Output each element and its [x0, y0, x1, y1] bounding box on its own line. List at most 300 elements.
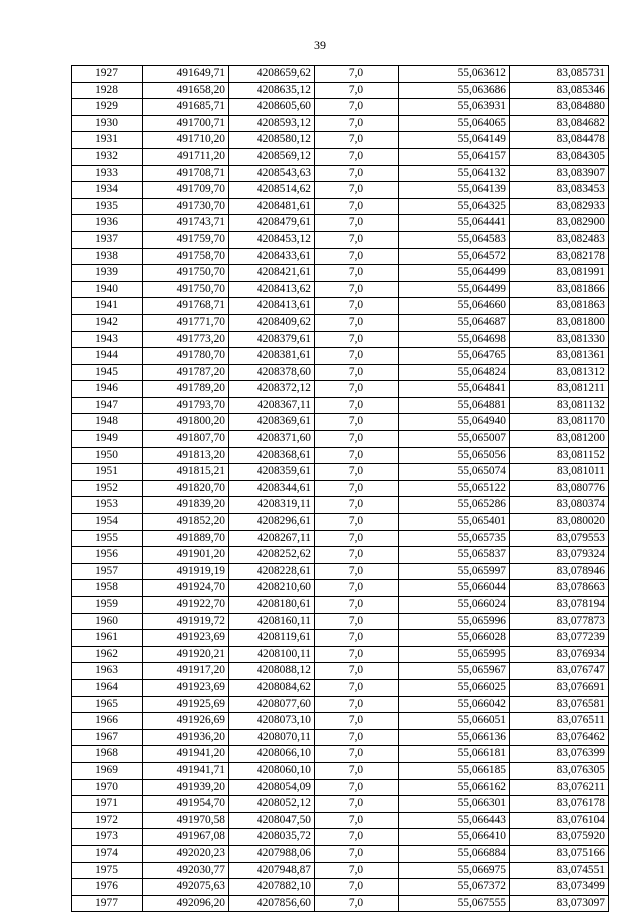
longitude-cell: 83,081361 [510, 348, 609, 365]
longitude-cell: 83,076511 [510, 713, 609, 730]
longitude-cell: 83,082900 [510, 215, 609, 232]
x-coordinate-cell: 491710,20 [143, 132, 229, 149]
y-coordinate-cell: 4208180,61 [229, 597, 315, 614]
accuracy-cell: 7,0 [315, 447, 399, 464]
x-coordinate-cell: 491685,71 [143, 99, 229, 116]
latitude-cell: 55,064149 [399, 132, 510, 149]
x-coordinate-cell: 491919,72 [143, 613, 229, 630]
accuracy-cell: 7,0 [315, 497, 399, 514]
accuracy-cell: 7,0 [315, 514, 399, 531]
x-coordinate-cell: 492075,63 [143, 879, 229, 896]
accuracy-cell: 7,0 [315, 66, 399, 83]
point-number-cell: 1974 [72, 845, 143, 862]
accuracy-cell: 7,0 [315, 845, 399, 862]
latitude-cell: 55,066185 [399, 762, 510, 779]
latitude-cell: 55,065401 [399, 514, 510, 531]
latitude-cell: 55,064325 [399, 198, 510, 215]
point-number-cell: 1966 [72, 713, 143, 730]
accuracy-cell: 7,0 [315, 231, 399, 248]
point-number-cell: 1939 [72, 265, 143, 282]
longitude-cell: 83,082483 [510, 231, 609, 248]
latitude-cell: 55,064881 [399, 397, 510, 414]
longitude-cell: 83,081866 [510, 281, 609, 298]
accuracy-cell: 7,0 [315, 115, 399, 132]
accuracy-cell: 7,0 [315, 480, 399, 497]
longitude-cell: 83,081200 [510, 431, 609, 448]
x-coordinate-cell: 492030,77 [143, 862, 229, 879]
x-coordinate-cell: 491924,70 [143, 580, 229, 597]
latitude-cell: 55,064139 [399, 182, 510, 199]
latitude-cell: 55,064765 [399, 348, 510, 365]
x-coordinate-cell: 491658,20 [143, 82, 229, 99]
x-coordinate-cell: 491709,70 [143, 182, 229, 199]
point-number-cell: 1977 [72, 895, 143, 912]
y-coordinate-cell: 4208378,60 [229, 364, 315, 381]
point-number-cell: 1949 [72, 431, 143, 448]
longitude-cell: 83,084305 [510, 148, 609, 165]
longitude-cell: 83,077239 [510, 630, 609, 647]
point-number-cell: 1927 [72, 66, 143, 83]
longitude-cell: 83,076747 [510, 663, 609, 680]
table-row [72, 696, 609, 713]
point-number-cell: 1970 [72, 779, 143, 796]
latitude-cell: 55,066181 [399, 746, 510, 763]
x-coordinate-cell: 491711,20 [143, 148, 229, 165]
accuracy-cell: 7,0 [315, 348, 399, 365]
point-number-cell: 1934 [72, 182, 143, 199]
point-number-cell: 1932 [72, 148, 143, 165]
x-coordinate-cell: 491708,71 [143, 165, 229, 182]
x-coordinate-cell: 491852,20 [143, 514, 229, 531]
x-coordinate-cell: 491789,20 [143, 381, 229, 398]
table-row [72, 198, 609, 215]
y-coordinate-cell: 4207882,10 [229, 879, 315, 896]
x-coordinate-cell: 491936,20 [143, 729, 229, 746]
x-coordinate-cell: 492096,20 [143, 895, 229, 912]
longitude-cell: 83,083453 [510, 182, 609, 199]
table-row [72, 762, 609, 779]
y-coordinate-cell: 4208073,10 [229, 713, 315, 730]
table-row [72, 796, 609, 813]
point-number-cell: 1962 [72, 646, 143, 663]
table-row [72, 530, 609, 547]
point-number-cell: 1944 [72, 348, 143, 365]
y-coordinate-cell: 4208267,11 [229, 530, 315, 547]
accuracy-cell: 7,0 [315, 530, 399, 547]
table-row [72, 215, 609, 232]
y-coordinate-cell: 4208359,61 [229, 464, 315, 481]
latitude-cell: 55,065735 [399, 530, 510, 547]
point-number-cell: 1937 [72, 231, 143, 248]
latitude-cell: 55,063931 [399, 99, 510, 116]
x-coordinate-cell: 491967,08 [143, 829, 229, 846]
latitude-cell: 55,067372 [399, 879, 510, 896]
latitude-cell: 55,064841 [399, 381, 510, 398]
y-coordinate-cell: 4208060,10 [229, 762, 315, 779]
x-coordinate-cell: 491743,71 [143, 215, 229, 232]
longitude-cell: 83,079324 [510, 547, 609, 564]
y-coordinate-cell: 4208369,61 [229, 414, 315, 431]
latitude-cell: 55,064660 [399, 298, 510, 315]
table-row [72, 829, 609, 846]
y-coordinate-cell: 4208367,11 [229, 397, 315, 414]
accuracy-cell: 7,0 [315, 248, 399, 265]
y-coordinate-cell: 4208605,60 [229, 99, 315, 116]
longitude-cell: 83,082933 [510, 198, 609, 215]
longitude-cell: 83,073499 [510, 879, 609, 896]
accuracy-cell: 7,0 [315, 779, 399, 796]
longitude-cell: 83,076934 [510, 646, 609, 663]
point-number-cell: 1943 [72, 331, 143, 348]
latitude-cell: 55,064824 [399, 364, 510, 381]
accuracy-cell: 7,0 [315, 762, 399, 779]
table-row [72, 165, 609, 182]
latitude-cell: 55,064157 [399, 148, 510, 165]
y-coordinate-cell: 4208252,62 [229, 547, 315, 564]
y-coordinate-cell: 4208433,61 [229, 248, 315, 265]
table-row [72, 314, 609, 331]
latitude-cell: 55,066042 [399, 696, 510, 713]
latitude-cell: 55,065074 [399, 464, 510, 481]
longitude-cell: 83,075920 [510, 829, 609, 846]
y-coordinate-cell: 4208514,62 [229, 182, 315, 199]
y-coordinate-cell: 4208379,61 [229, 331, 315, 348]
table-row [72, 480, 609, 497]
accuracy-cell: 7,0 [315, 298, 399, 315]
x-coordinate-cell: 491750,70 [143, 281, 229, 298]
accuracy-cell: 7,0 [315, 696, 399, 713]
x-coordinate-cell: 491820,70 [143, 480, 229, 497]
table-row [72, 497, 609, 514]
table-row [72, 248, 609, 265]
longitude-cell: 83,081152 [510, 447, 609, 464]
y-coordinate-cell: 4208481,61 [229, 198, 315, 215]
accuracy-cell: 7,0 [315, 281, 399, 298]
x-coordinate-cell: 491780,70 [143, 348, 229, 365]
y-coordinate-cell: 4208077,60 [229, 696, 315, 713]
latitude-cell: 55,065122 [399, 480, 510, 497]
accuracy-cell: 7,0 [315, 646, 399, 663]
longitude-cell: 83,076691 [510, 679, 609, 696]
x-coordinate-cell: 491813,20 [143, 447, 229, 464]
longitude-cell: 83,085346 [510, 82, 609, 99]
point-number-cell: 1945 [72, 364, 143, 381]
longitude-cell: 83,080374 [510, 497, 609, 514]
y-coordinate-cell: 4208084,62 [229, 679, 315, 696]
coordinates-table-body [72, 66, 609, 912]
accuracy-cell: 7,0 [315, 597, 399, 614]
longitude-cell: 83,082178 [510, 248, 609, 265]
latitude-cell: 55,064698 [399, 331, 510, 348]
longitude-cell: 83,076399 [510, 746, 609, 763]
y-coordinate-cell: 4208210,60 [229, 580, 315, 597]
x-coordinate-cell: 491925,69 [143, 696, 229, 713]
point-number-cell: 1936 [72, 215, 143, 232]
y-coordinate-cell: 4208593,12 [229, 115, 315, 132]
x-coordinate-cell: 491970,58 [143, 812, 229, 829]
table-row [72, 447, 609, 464]
table-row [72, 331, 609, 348]
point-number-cell: 1951 [72, 464, 143, 481]
y-coordinate-cell: 4208344,61 [229, 480, 315, 497]
point-number-cell: 1971 [72, 796, 143, 813]
y-coordinate-cell: 4208368,61 [229, 447, 315, 464]
x-coordinate-cell: 491926,69 [143, 713, 229, 730]
accuracy-cell: 7,0 [315, 215, 399, 232]
latitude-cell: 55,063612 [399, 66, 510, 83]
accuracy-cell: 7,0 [315, 812, 399, 829]
longitude-cell: 83,081170 [510, 414, 609, 431]
y-coordinate-cell: 4208119,61 [229, 630, 315, 647]
accuracy-cell: 7,0 [315, 314, 399, 331]
table-row [72, 431, 609, 448]
table-row [72, 231, 609, 248]
point-number-cell: 1930 [72, 115, 143, 132]
point-number-cell: 1972 [72, 812, 143, 829]
longitude-cell: 83,081991 [510, 265, 609, 282]
longitude-cell: 83,081863 [510, 298, 609, 315]
table-row [72, 895, 609, 912]
latitude-cell: 55,067555 [399, 895, 510, 912]
table-row [72, 281, 609, 298]
longitude-cell: 83,081132 [510, 397, 609, 414]
table-row [72, 580, 609, 597]
latitude-cell: 55,066410 [399, 829, 510, 846]
point-number-cell: 1963 [72, 663, 143, 680]
table-row [72, 182, 609, 199]
point-number-cell: 1929 [72, 99, 143, 116]
longitude-cell: 83,085731 [510, 66, 609, 83]
longitude-cell: 83,081312 [510, 364, 609, 381]
x-coordinate-cell: 491807,70 [143, 431, 229, 448]
accuracy-cell: 7,0 [315, 414, 399, 431]
y-coordinate-cell: 4208228,61 [229, 563, 315, 580]
point-number-cell: 1946 [72, 381, 143, 398]
accuracy-cell: 7,0 [315, 198, 399, 215]
table-row [72, 646, 609, 663]
accuracy-cell: 7,0 [315, 895, 399, 912]
latitude-cell: 55,064940 [399, 414, 510, 431]
y-coordinate-cell: 4208100,11 [229, 646, 315, 663]
table-row [72, 115, 609, 132]
x-coordinate-cell: 491917,20 [143, 663, 229, 680]
table-row [72, 779, 609, 796]
y-coordinate-cell: 4208035,72 [229, 829, 315, 846]
latitude-cell: 55,064572 [399, 248, 510, 265]
point-number-cell: 1969 [72, 762, 143, 779]
x-coordinate-cell: 491923,69 [143, 630, 229, 647]
accuracy-cell: 7,0 [315, 879, 399, 896]
x-coordinate-cell: 491758,70 [143, 248, 229, 265]
y-coordinate-cell: 4208635,12 [229, 82, 315, 99]
table-row [72, 265, 609, 282]
latitude-cell: 55,065995 [399, 646, 510, 663]
table-row [72, 514, 609, 531]
y-coordinate-cell: 4208580,12 [229, 132, 315, 149]
longitude-cell: 83,084478 [510, 132, 609, 149]
latitude-cell: 55,065967 [399, 663, 510, 680]
table-row [72, 845, 609, 862]
latitude-cell: 55,064132 [399, 165, 510, 182]
x-coordinate-cell: 491730,70 [143, 198, 229, 215]
latitude-cell: 55,066975 [399, 862, 510, 879]
y-coordinate-cell: 4208409,62 [229, 314, 315, 331]
longitude-cell: 83,078946 [510, 563, 609, 580]
x-coordinate-cell: 491954,70 [143, 796, 229, 813]
y-coordinate-cell: 4208052,12 [229, 796, 315, 813]
longitude-cell: 83,081011 [510, 464, 609, 481]
accuracy-cell: 7,0 [315, 829, 399, 846]
latitude-cell: 55,064499 [399, 265, 510, 282]
latitude-cell: 55,064499 [399, 281, 510, 298]
latitude-cell: 55,066301 [399, 796, 510, 813]
accuracy-cell: 7,0 [315, 613, 399, 630]
coordinates-table [71, 65, 609, 912]
accuracy-cell: 7,0 [315, 563, 399, 580]
table-row [72, 862, 609, 879]
x-coordinate-cell: 491759,70 [143, 231, 229, 248]
table-row [72, 348, 609, 365]
latitude-cell: 55,065056 [399, 447, 510, 464]
point-number-cell: 1935 [72, 198, 143, 215]
accuracy-cell: 7,0 [315, 165, 399, 182]
x-coordinate-cell: 491815,21 [143, 464, 229, 481]
y-coordinate-cell: 4208066,10 [229, 746, 315, 763]
longitude-cell: 83,081330 [510, 331, 609, 348]
accuracy-cell: 7,0 [315, 679, 399, 696]
point-number-cell: 1965 [72, 696, 143, 713]
point-number-cell: 1961 [72, 630, 143, 647]
point-number-cell: 1948 [72, 414, 143, 431]
accuracy-cell: 7,0 [315, 265, 399, 282]
accuracy-cell: 7,0 [315, 746, 399, 763]
point-number-cell: 1942 [72, 314, 143, 331]
x-coordinate-cell: 491923,69 [143, 679, 229, 696]
table-row [72, 630, 609, 647]
x-coordinate-cell: 491901,20 [143, 547, 229, 564]
point-number-cell: 1976 [72, 879, 143, 896]
x-coordinate-cell: 491700,71 [143, 115, 229, 132]
latitude-cell: 55,066884 [399, 845, 510, 862]
table-row [72, 298, 609, 315]
point-number-cell: 1938 [72, 248, 143, 265]
point-number-cell: 1953 [72, 497, 143, 514]
y-coordinate-cell: 4207988,06 [229, 845, 315, 862]
point-number-cell: 1973 [72, 829, 143, 846]
x-coordinate-cell: 491920,21 [143, 646, 229, 663]
y-coordinate-cell: 4208372,12 [229, 381, 315, 398]
latitude-cell: 55,066024 [399, 597, 510, 614]
x-coordinate-cell: 491839,20 [143, 497, 229, 514]
accuracy-cell: 7,0 [315, 630, 399, 647]
accuracy-cell: 7,0 [315, 132, 399, 149]
table-row [72, 879, 609, 896]
point-number-cell: 1968 [72, 746, 143, 763]
longitude-cell: 83,076581 [510, 696, 609, 713]
table-row [72, 812, 609, 829]
longitude-cell: 83,079553 [510, 530, 609, 547]
accuracy-cell: 7,0 [315, 148, 399, 165]
longitude-cell: 83,076104 [510, 812, 609, 829]
y-coordinate-cell: 4208381,61 [229, 348, 315, 365]
latitude-cell: 55,065997 [399, 563, 510, 580]
y-coordinate-cell: 4208543,63 [229, 165, 315, 182]
longitude-cell: 83,076178 [510, 796, 609, 813]
longitude-cell: 83,083907 [510, 165, 609, 182]
table-row [72, 746, 609, 763]
accuracy-cell: 7,0 [315, 397, 399, 414]
point-number-cell: 1931 [72, 132, 143, 149]
y-coordinate-cell: 4207948,87 [229, 862, 315, 879]
point-number-cell: 1955 [72, 530, 143, 547]
latitude-cell: 55,066162 [399, 779, 510, 796]
table-row [72, 713, 609, 730]
table-row [72, 99, 609, 116]
point-number-cell: 1959 [72, 597, 143, 614]
y-coordinate-cell: 4208569,12 [229, 148, 315, 165]
table-row [72, 148, 609, 165]
accuracy-cell: 7,0 [315, 381, 399, 398]
accuracy-cell: 7,0 [315, 796, 399, 813]
latitude-cell: 55,064441 [399, 215, 510, 232]
point-number-cell: 1941 [72, 298, 143, 315]
point-number-cell: 1954 [72, 514, 143, 531]
accuracy-cell: 7,0 [315, 547, 399, 564]
y-coordinate-cell: 4208413,61 [229, 298, 315, 315]
point-number-cell: 1928 [72, 82, 143, 99]
point-number-cell: 1952 [72, 480, 143, 497]
accuracy-cell: 7,0 [315, 182, 399, 199]
table-row [72, 663, 609, 680]
accuracy-cell: 7,0 [315, 364, 399, 381]
accuracy-cell: 7,0 [315, 464, 399, 481]
accuracy-cell: 7,0 [315, 99, 399, 116]
latitude-cell: 55,064687 [399, 314, 510, 331]
point-number-cell: 1975 [72, 862, 143, 879]
y-coordinate-cell: 4208421,61 [229, 265, 315, 282]
x-coordinate-cell: 491939,20 [143, 779, 229, 796]
y-coordinate-cell: 4208054,09 [229, 779, 315, 796]
longitude-cell: 83,077873 [510, 613, 609, 630]
point-number-cell: 1933 [72, 165, 143, 182]
table-row [72, 613, 609, 630]
x-coordinate-cell: 491922,70 [143, 597, 229, 614]
table-row [72, 679, 609, 696]
y-coordinate-cell: 4208453,12 [229, 231, 315, 248]
table-row [72, 597, 609, 614]
x-coordinate-cell: 491771,70 [143, 314, 229, 331]
longitude-cell: 83,076462 [510, 729, 609, 746]
accuracy-cell: 7,0 [315, 713, 399, 730]
point-number-cell: 1958 [72, 580, 143, 597]
longitude-cell: 83,084880 [510, 99, 609, 116]
longitude-cell: 83,081211 [510, 381, 609, 398]
x-coordinate-cell: 491768,71 [143, 298, 229, 315]
page-number: 39 [314, 38, 326, 52]
table-row [72, 82, 609, 99]
accuracy-cell: 7,0 [315, 331, 399, 348]
y-coordinate-cell: 4208047,50 [229, 812, 315, 829]
table-row [72, 381, 609, 398]
table-row [72, 414, 609, 431]
latitude-cell: 55,066051 [399, 713, 510, 730]
x-coordinate-cell: 491793,70 [143, 397, 229, 414]
longitude-cell: 83,084682 [510, 115, 609, 132]
longitude-cell: 83,080776 [510, 480, 609, 497]
accuracy-cell: 7,0 [315, 663, 399, 680]
point-number-cell: 1947 [72, 397, 143, 414]
longitude-cell: 83,074551 [510, 862, 609, 879]
